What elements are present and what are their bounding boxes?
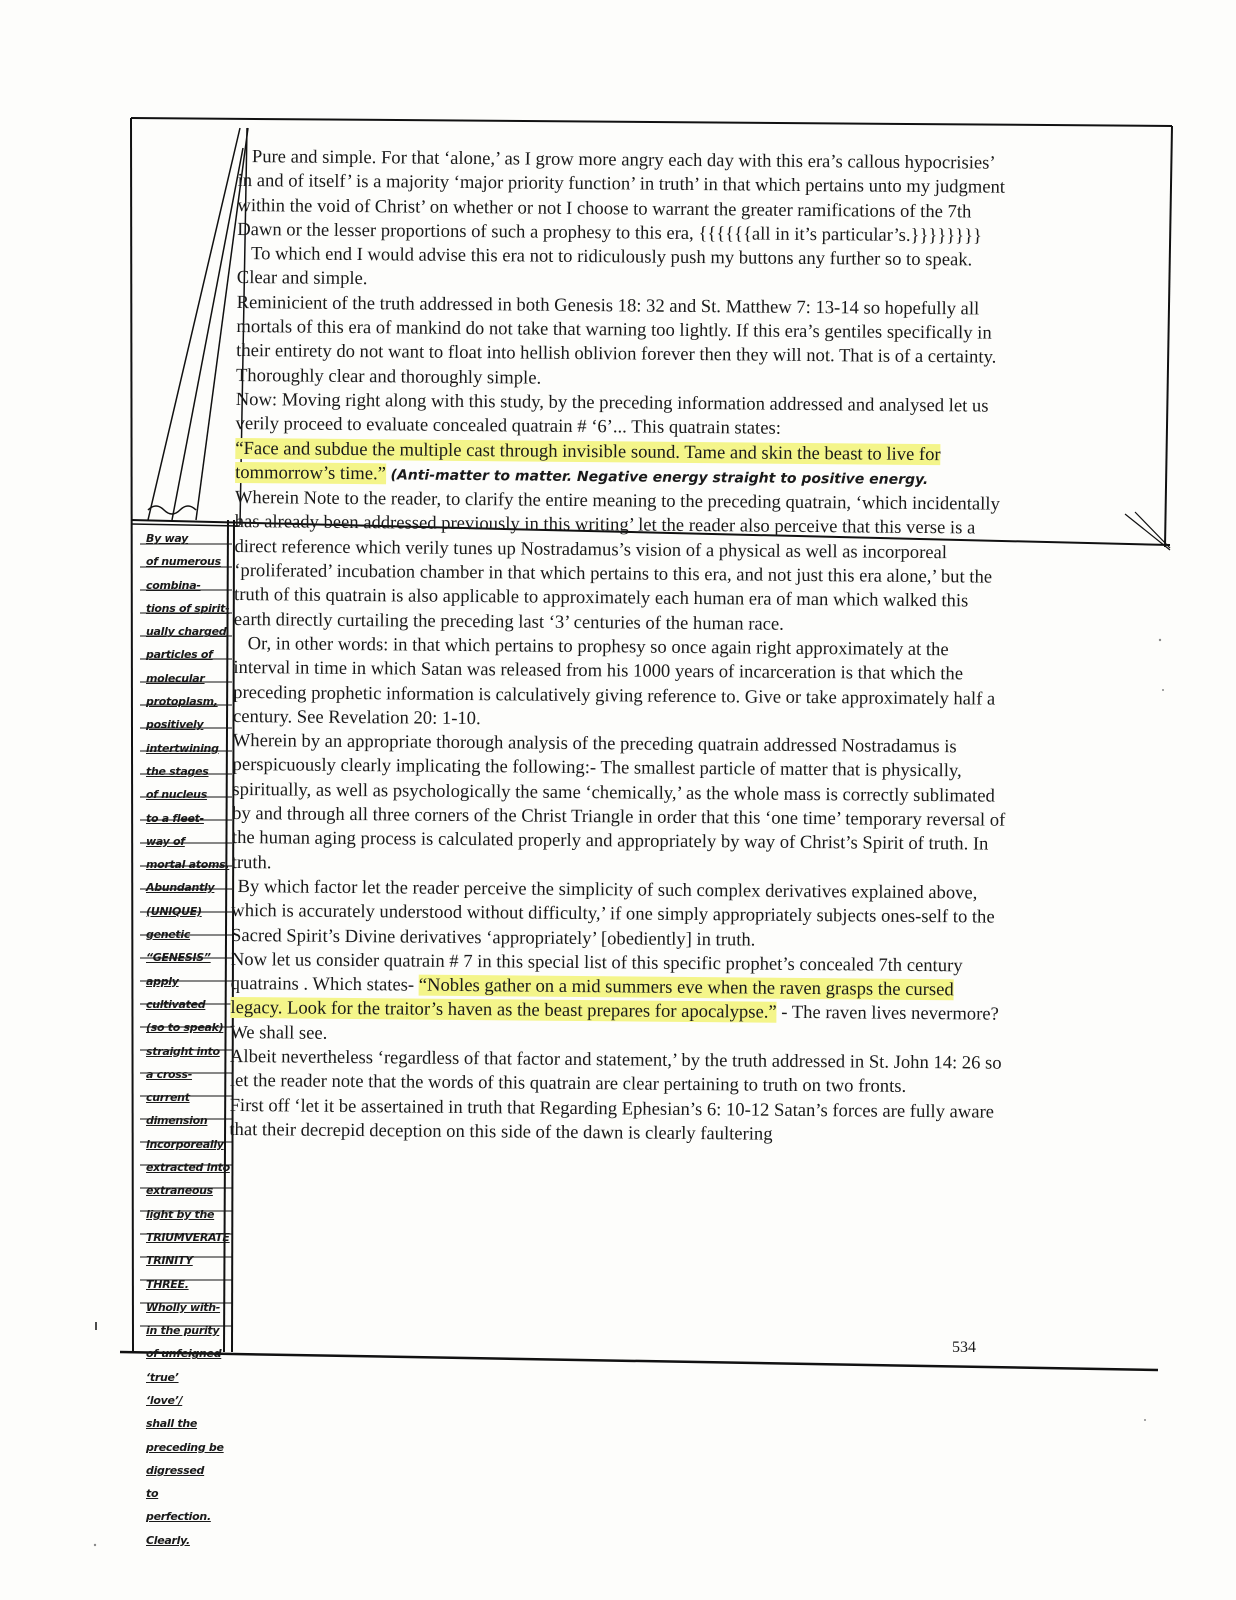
paragraph-9 xyxy=(230,948,1006,1052)
margin-note-line: mortal atoms. xyxy=(146,858,230,872)
paragraph-10: Albeit nevertheless ‘regardless of that factor and statement,’ by the truth addressed in St. John 14: 26 so let the reader note that the words of this quatrain are clear pertaining to truth on two fronts. xyxy=(229,1045,1002,1098)
paragraph-4 xyxy=(235,388,1011,493)
paragraph-2: To which end I would advise this era not to ridiculously push my buttons any further so to speak. Clear and simple. xyxy=(236,243,973,290)
margin-note-line: to xyxy=(146,1487,159,1501)
margin-note-line: way of xyxy=(146,834,185,848)
margin-note-line: in the purity xyxy=(146,1324,220,1338)
margin-note-line: of unfeigned xyxy=(146,1347,222,1361)
margin-note-line: incorporeally xyxy=(146,1137,224,1151)
margin-note-line: ‘true’ xyxy=(146,1370,179,1384)
margin-note-line: shall the xyxy=(146,1417,198,1431)
margin-note-line: preceding be xyxy=(146,1440,224,1454)
main-text xyxy=(229,145,1013,1149)
margin-note-line: tions of spirit- xyxy=(146,601,230,615)
handwritten-note: (Anti-matter to matter. Negative energy straight to positive energy. xyxy=(390,467,929,488)
margin-note-line: a cross- xyxy=(146,1067,193,1081)
paragraph-1: Pure and simple. For that ‘alone,’ as I grow more angry each day with this era’s callous hypocrisies’ in and of itself’ is a majority ‘major priority function’ in truth’ in that which pertains unto my judgment within the void of Christ’ on whether or not I choose to warrant the greater ramifications of the 7th Dawn or the lesser proportions of such a prophesy to this era, {{{{{{all in it’s particular’s.}}}}}}}} xyxy=(237,146,1006,247)
paragraph-9-tail: - The raven lives nevermore? We shall see. xyxy=(230,1002,999,1044)
quatrain-7-highlight: “Nobles gather on a mid summers eve when the raven grasps the cursed legacy. Look for the traitor’s haven as the beast prepares for apocalypse.” xyxy=(230,974,954,1024)
paragraph-4-lead: Now: Moving right along with this study, by the preceding information addressed and analysed let us verily proceed to evaluate concealed quatrain # ‘6’... This quatrain states: xyxy=(235,388,989,440)
page-number: 534 xyxy=(952,1339,976,1356)
margin-note-line: particles of xyxy=(146,648,213,662)
margin-note-line: perfection. xyxy=(146,1510,211,1524)
margin-note-line: ‘love’/ xyxy=(146,1393,183,1407)
margin-note-line: genetic xyxy=(146,928,191,942)
paragraph-9-lead: Now let us consider quatrain # 7 in this special list of this specific prophet’s concealed 7th century quatrains . Which states- xyxy=(230,948,963,996)
margin-note-line: (so to speak) xyxy=(146,1021,224,1035)
margin-notes xyxy=(140,527,232,1552)
margin-note-line: TRINITY xyxy=(146,1254,193,1268)
margin-note-line: molecular xyxy=(146,671,205,685)
margin-note-line: Abundantly xyxy=(146,881,215,895)
margin-note-line: extraneous xyxy=(146,1184,213,1198)
paragraph-11: First off ‘let it be assertained in truth that Regarding Ephesian’s 6: 10-12 Satan’s forces are fully aware that their decrepid deception on this side of the dawn is clearly faultering xyxy=(229,1094,995,1145)
paragraph-8: By which factor let the reader perceive the simplicity of such complex derivatives explained above, which is accurately understood without difficulty,’ if one simply appropriately subjects ones-self to the Sacred Spirit’s Divine derivatives ‘appropriately’ [obediently] in truth. xyxy=(231,875,995,951)
paragraph-7: Wherein by an appropriate thorough analysis of the preceding quatrain addressed Nostradamus is perspicuously clearly implicating the following:- The smallest particle of matter that is physically, spiritually, as well as psychologically the same ‘chemically,’ as the whole mass is correctly sublimated by and through all three corners of the Christ Triangle in order that this ‘one time’ temporary reversal of the human aging process is calculated properly and appropriately by way of Christ’s Spirit of truth. In truth. xyxy=(231,730,1006,873)
margin-note-line: straight into xyxy=(146,1044,220,1058)
margin-note-line: of numerous xyxy=(146,555,221,569)
margin-note-line: Wholly with- xyxy=(146,1300,221,1314)
paragraph-3: Reminicient of the truth addressed in both Genesis 18: 32 and St. Matthew 7: 13-14 so hopefully all mortals of this era of mankind do not take that warning too lightly. If this era’s gentiles specifically in their entirety do not want to float into hellish oblivion forever then they will not. That is of a certainty. Thoroughly clear and thoroughly simple. xyxy=(235,291,997,389)
margin-note-line: extracted into xyxy=(146,1161,230,1175)
margin-note-line: THREE. xyxy=(146,1277,189,1291)
margin-note-line: combina- xyxy=(146,578,201,592)
margin-note-line: TRIUMVERATE xyxy=(146,1230,230,1244)
margin-note-line: protoplasm, xyxy=(146,695,218,709)
margin-note-line: cultivated xyxy=(146,997,206,1011)
margin-note-line: ually charged xyxy=(146,625,227,639)
margin-note-line: apply xyxy=(146,974,179,988)
paragraph-6: Or, in other words: in that which pertains to prophesy so once again right approximately at the interval in time in which Satan was released from his 1000 years of incarceration is that which the preceding prophetic information is calculatively giving reference to. Give or take approximately half a century. See Revelation 20: 1-10. xyxy=(232,633,996,729)
margin-note-line: Clearly. xyxy=(146,1533,190,1547)
margin-note-line: intertwining xyxy=(146,741,219,755)
margin-note-line: dimension xyxy=(146,1114,208,1128)
paragraph-5: Wherein Note to the reader, to clarify the entire meaning to the preceding quatrain, ‘which incidentally has already been addressed previously in this writing’ let the reader also perceive that this verse is a direct reference which verily tunes up Nostradamus’s vision of a physical as well as incorporeal ‘proliferated’ incubation chamber in that which pertains to this era, and not just this era alone,’ but the truth of this quatrain is also applicable to approximately each human era of man which walked this earth directly curtailing the preceding last ‘3’ centuries of the human race. xyxy=(233,487,1000,635)
margin-note-line: (UNIQUE) xyxy=(146,904,202,918)
margin-note-line: light by the xyxy=(146,1207,215,1221)
quatrain-6-highlight: “Face and subdue the multiple cast through invisible sound. Tame and skin the beast to live for tommorrow’s time.” xyxy=(235,437,941,485)
margin-note-line: By way xyxy=(146,532,189,545)
margin-note-line: positively xyxy=(146,718,204,732)
margin-note-line: to a fleet- xyxy=(146,811,204,825)
margin-note-line: digressed xyxy=(146,1463,205,1477)
margin-note-line: current xyxy=(146,1091,190,1105)
margin-note-line: of nucleus xyxy=(146,788,207,802)
margin-note-line: the stages xyxy=(146,764,209,778)
margin-note-line: “GENESIS” xyxy=(146,951,211,965)
